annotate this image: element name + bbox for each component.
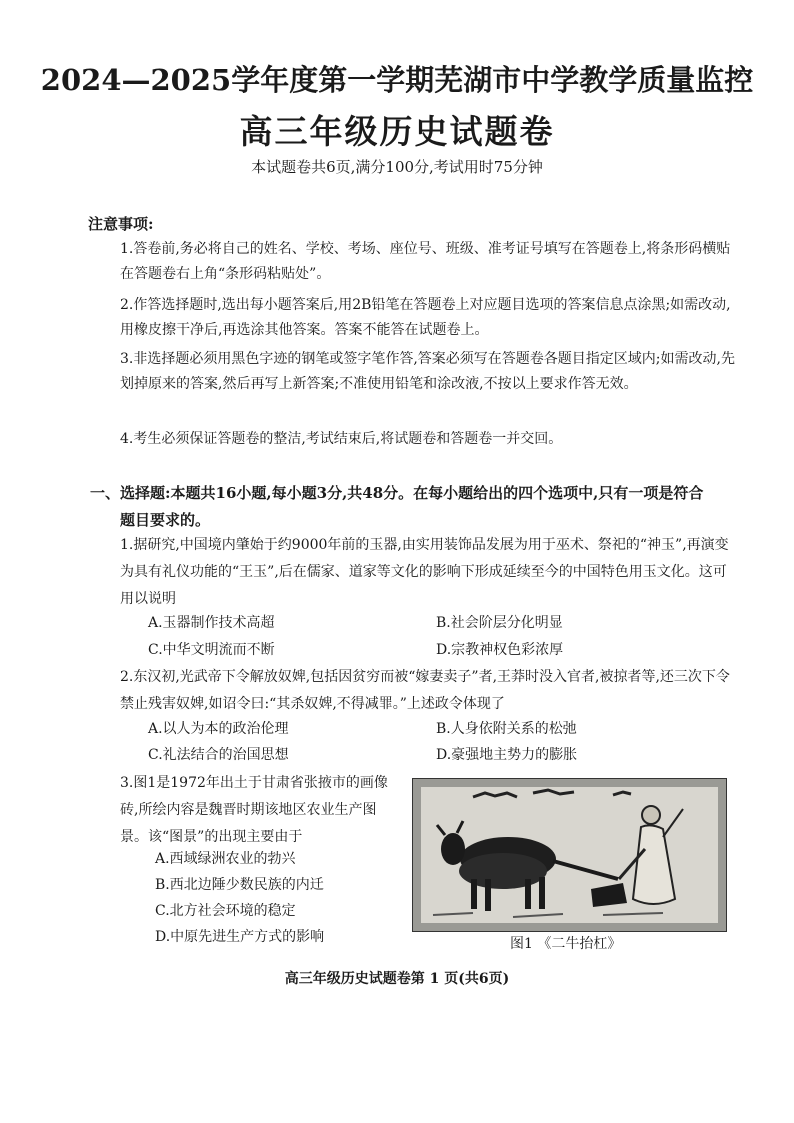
question-2-stem: 2.东汉初,光武帝下令解放奴婢,包括因贫穷而被“嫁妻卖子”者,王莽时没入官者,被掠者等,还三次下令禁止残害奴婢,如诏令曰:“其杀奴婢,不得减罪。”上述政令体现了 <box>120 669 730 712</box>
note-item: 4.考生必须保证答题卷的整洁,考试结束后,将试题卷和答题卷一并交回。 <box>120 431 563 447</box>
question-3-stem: 3.图1是1972年出土于甘肃省张掖市的画像砖,所绘内容是魏晋时期该地区农业生产图景。该“图景”的出现主要由于 <box>120 775 388 845</box>
question-1-option-c: C.中华文明流而不断 <box>148 642 275 658</box>
note-item: 1.答卷前,务必将自己的姓名、学校、考场、座位号、班级、准考证号填写在答题卷上,将条形码横贴在答题卷右上角“条形码粘贴处”。 <box>120 241 731 282</box>
question-2-option-d: D.豪强地主势力的膨胀 <box>436 747 578 763</box>
exam-title: 2024—2025学年度第一学期芜湖市中学教学质量监控 <box>40 63 754 97</box>
question-2-option-c: C.礼法结合的治国思想 <box>148 747 289 763</box>
section-heading-line2: 题目要求的。 <box>120 511 211 529</box>
question-1-stem: 1.据研究,中国境内肇始于约9000年前的玉器,由实用装饰品发展为用于巫术、祭祀的“神玉”,再演变为具有礼仪功能的“王玉”,后在儒家、道家等文化的影响下形成延续至今的中国特色用玉文化。这可用以说明 <box>120 537 729 607</box>
oxen-plowing-illustration <box>413 779 726 931</box>
question-2-option-a: A.以人为本的政治伦理 <box>148 721 289 737</box>
exam-subject-title: 高三年级历史试题卷 <box>239 112 555 151</box>
section-heading <box>90 480 740 534</box>
exam-info: 本试题卷共6页,满分100分,考试用时75分钟 <box>251 158 543 176</box>
question-3-option-b: B.西北边陲少数民族的内迁 <box>155 877 324 893</box>
note-item: 3.非选择题必须用黑色字迹的钢笔或签字笔作答,答案必须写在答题卷各题目指定区域内;如需改动,先划掉原来的答案,然后再写上新答案;不准使用铅笔和涂改液,不按以上要求作答无效。 <box>120 351 735 392</box>
question-1-option-b: B.社会阶层分化明显 <box>436 615 563 631</box>
notes-heading: 注意事项: <box>88 215 154 233</box>
question-3-option-d: D.中原先进生产方式的影响 <box>155 929 325 945</box>
question-3-option-a: A.西域绿洲农业的勃兴 <box>155 851 296 867</box>
question-3-option-c: C.北方社会环境的稳定 <box>155 903 296 919</box>
figure-caption: 图1 《二牛抬杠》 <box>510 936 622 952</box>
note-item: 2.作答选择题时,选出每小题答案后,用2B铅笔在答题卷上对应题目选项的答案信息点涂黑;如需改动,用橡皮擦干净后,再选涂其他答案。答案不能答在试题卷上。 <box>120 297 731 338</box>
question-1-option-d: D.宗教神权色彩浓厚 <box>436 642 564 658</box>
page-footer: 高三年级历史试题卷第 1 页(共6页) <box>284 971 510 987</box>
figure-brick-painting <box>412 778 727 932</box>
question-1-option-a: A.玉器制作技术高超 <box>148 615 275 631</box>
section-heading-line1: 一、选择题:本题共16小题,每小题3分,共48分。在每小题给出的四个选项中,只有一项是符合 <box>90 484 704 502</box>
question-2-option-b: B.人身依附关系的松弛 <box>436 721 577 737</box>
